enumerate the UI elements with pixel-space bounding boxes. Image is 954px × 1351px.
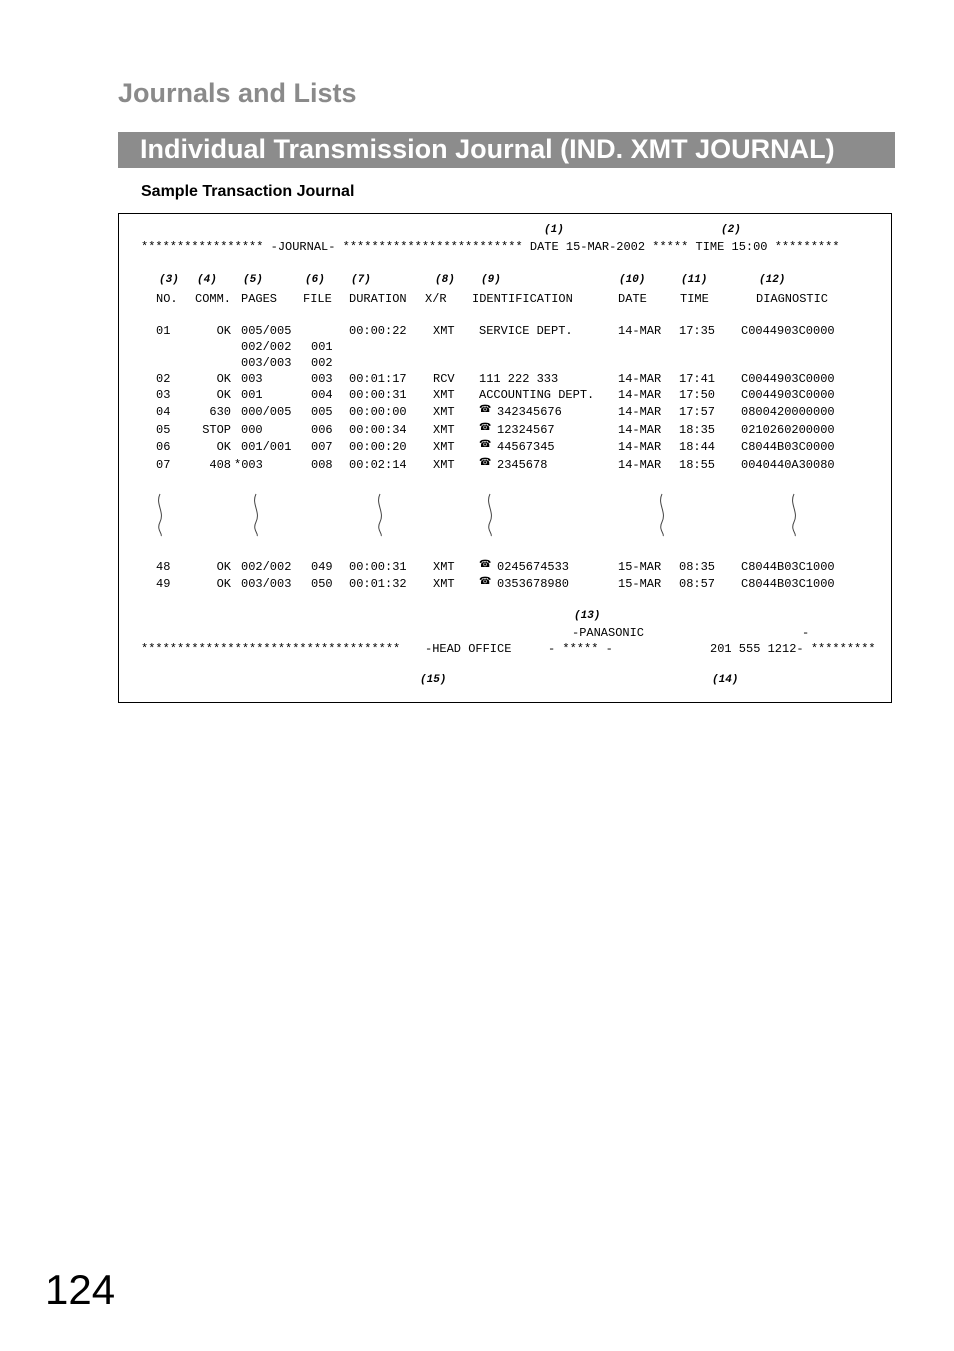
- callout-1: (1): [544, 224, 564, 236]
- sample-label: Sample Transaction Journal: [141, 183, 355, 200]
- cell-file: 008: [311, 458, 333, 472]
- callout-5: (5): [243, 274, 263, 286]
- cell-duration: 00:00:22: [349, 324, 407, 338]
- col-header-duration: DURATION: [349, 292, 407, 306]
- telephone-icon: ☎: [479, 404, 492, 415]
- cell-no: 07: [156, 458, 171, 472]
- callout-14: (14): [712, 674, 739, 686]
- cell-identification: 111 222 333: [479, 372, 559, 386]
- cell-comm: OK: [216, 372, 231, 386]
- cell-date: 14-MAR: [618, 440, 662, 454]
- journal-sample: [118, 213, 892, 703]
- cell-comm: OK: [216, 577, 231, 591]
- page-number: 124: [45, 1266, 116, 1313]
- cell-no: 01: [156, 324, 171, 338]
- cell-comm: OK: [216, 440, 231, 454]
- table-row: [119, 560, 891, 576]
- telephone-icon: ☎: [479, 422, 492, 433]
- cell-xr: XMT: [433, 560, 455, 574]
- cell-xr: RCV: [433, 372, 455, 386]
- cell-pages: 003/003: [241, 577, 292, 591]
- cell-date: 14-MAR: [618, 423, 662, 437]
- cell-diagnostic: C0044903C0000: [741, 324, 835, 338]
- cell-xr: XMT: [433, 458, 455, 472]
- cell-time: 18:35: [679, 423, 716, 437]
- callout-12: (12): [759, 274, 786, 286]
- cell-identification: ACCOUNTING DEPT.: [479, 388, 595, 402]
- callout-3: (3): [159, 274, 179, 286]
- col-header-date: DATE: [618, 292, 647, 306]
- cell-diagnostic: C8044B03C1000: [741, 560, 835, 574]
- cell-date: 14-MAR: [618, 372, 662, 386]
- cell-pages: 002/002: [241, 560, 292, 574]
- cell-time: 18:44: [679, 440, 716, 454]
- cell-identification: SERVICE DEPT.: [479, 324, 573, 338]
- cell-time: 17:35: [679, 324, 716, 338]
- cell-no: 04: [156, 405, 171, 419]
- cell-identification: 44567345: [497, 440, 555, 454]
- cell-pages: 000: [241, 423, 263, 437]
- cell-file: 002: [311, 356, 333, 370]
- table-row: [119, 423, 891, 439]
- cell-xr: XMT: [433, 388, 455, 402]
- cell-date: 14-MAR: [618, 405, 662, 419]
- callout-15: (15): [420, 674, 447, 686]
- cell-duration: 00:01:17: [349, 372, 407, 386]
- cell-no: 06: [156, 440, 171, 454]
- table-row: [119, 458, 891, 474]
- cell-identification: 2345678: [497, 458, 548, 472]
- cell-comm: STOP: [202, 423, 231, 437]
- cell-comm: 408: [209, 458, 231, 472]
- table-row: [119, 577, 891, 593]
- cell-pages: *003: [234, 458, 263, 472]
- cell-date: 14-MAR: [618, 324, 662, 338]
- cell-date: 14-MAR: [618, 388, 662, 402]
- cell-file: 006: [311, 423, 333, 437]
- cell-diagnostic: 0040440A30080: [741, 458, 835, 472]
- cell-identification: 0353678980: [497, 577, 570, 591]
- footer-dash: -: [802, 626, 810, 640]
- row-break-marks: [119, 490, 891, 540]
- col-header-xr: X/R: [425, 292, 447, 306]
- banner-title: Individual Transmission Journal (IND. XMT JOURNAL): [140, 134, 835, 164]
- cell-file: 004: [311, 388, 333, 402]
- cell-comm: OK: [216, 324, 231, 338]
- cell-diagnostic: C0044903C0000: [741, 388, 835, 402]
- cell-time: 08:57: [679, 577, 716, 591]
- cell-identification: 342345676: [497, 405, 562, 419]
- col-header-identification: IDENTIFICATION: [472, 292, 573, 306]
- telephone-icon: ☎: [479, 559, 492, 570]
- cell-identification: 0245674533: [497, 560, 570, 574]
- callout-2: (2): [721, 224, 741, 236]
- cell-no: 48: [156, 560, 171, 574]
- cell-comm: OK: [216, 388, 231, 402]
- title-banner: [118, 132, 895, 168]
- cell-no: 03: [156, 388, 171, 402]
- cell-date: 14-MAR: [618, 458, 662, 472]
- cell-duration: 00:00:34: [349, 423, 407, 437]
- cell-no: 05: [156, 423, 171, 437]
- table-row: [119, 405, 891, 421]
- cell-xr: XMT: [433, 577, 455, 591]
- cell-duration: 00:00:31: [349, 388, 407, 402]
- cell-pages: 001/001: [241, 440, 292, 454]
- cell-comm: 630: [209, 405, 231, 419]
- footer-company: -PANASONIC: [572, 626, 645, 640]
- col-header-no: NO.: [156, 292, 178, 306]
- table-row: [119, 440, 891, 456]
- callout-7: (7): [351, 274, 371, 286]
- col-header-pages: PAGES: [241, 292, 278, 306]
- cell-xr: XMT: [433, 405, 455, 419]
- cell-date: 15-MAR: [618, 577, 662, 591]
- cell-time: 18:55: [679, 458, 716, 472]
- table-row: [119, 340, 891, 356]
- footer-stars: ************************************: [141, 642, 401, 656]
- cell-diagnostic: 0800420000000: [741, 405, 835, 419]
- cell-duration: 00:00:00: [349, 405, 407, 419]
- callout-11: (11): [681, 274, 708, 286]
- cell-pages: 001: [241, 388, 263, 402]
- journal-header-line: ***************** -JOURNAL- ************************* DATE 15-MAR-2002 ***** TIME 15:00 *********: [141, 240, 840, 254]
- cell-diagnostic: C8044B03C1000: [741, 577, 835, 591]
- table-row: [119, 324, 891, 340]
- cell-xr: XMT: [433, 440, 455, 454]
- cell-xr: XMT: [433, 324, 455, 338]
- cell-pages: 003/003: [241, 356, 292, 370]
- cell-pages: 003: [241, 372, 263, 386]
- section-title: Journals and Lists: [118, 78, 357, 108]
- cell-file: 005: [311, 405, 333, 419]
- cell-xr: XMT: [433, 423, 455, 437]
- telephone-icon: ☎: [479, 439, 492, 450]
- table-row: [119, 388, 891, 404]
- callout-4: (4): [197, 274, 217, 286]
- cell-file: 007: [311, 440, 333, 454]
- callout-9: (9): [481, 274, 501, 286]
- cell-no: 02: [156, 372, 171, 386]
- callout-10: (10): [619, 274, 646, 286]
- cell-identification: 12324567: [497, 423, 555, 437]
- col-header-diagnostic: DIAGNOSTIC: [756, 292, 829, 306]
- cell-file: 001: [311, 340, 333, 354]
- cell-diagnostic: C8044B03C0000: [741, 440, 835, 454]
- telephone-icon: ☎: [479, 457, 492, 468]
- cell-no: 49: [156, 577, 171, 591]
- cell-duration: 00:01:32: [349, 577, 407, 591]
- cell-diagnostic: 0210260200000: [741, 423, 835, 437]
- cell-file: 049: [311, 560, 333, 574]
- cell-pages: 005/005: [241, 324, 292, 338]
- table-row: [119, 356, 891, 372]
- cell-time: 17:41: [679, 372, 716, 386]
- telephone-icon: ☎: [479, 576, 492, 587]
- footer-number: 201 555 1212- *********: [710, 642, 876, 656]
- col-header-time: TIME: [680, 292, 709, 306]
- footer-mid: - ***** -: [548, 642, 613, 656]
- col-header-comm: COMM.: [195, 292, 232, 306]
- cell-pages: 000/005: [241, 405, 292, 419]
- footer-office: -HEAD OFFICE: [425, 642, 512, 656]
- cell-time: 17:57: [679, 405, 716, 419]
- cell-pages: 002/002: [241, 340, 292, 354]
- cell-file: 003: [311, 372, 333, 386]
- callout-8: (8): [435, 274, 455, 286]
- table-row: [119, 372, 891, 388]
- cell-date: 15-MAR: [618, 560, 662, 574]
- cell-duration: 00:00:20: [349, 440, 407, 454]
- callout-6: (6): [305, 274, 325, 286]
- cell-time: 17:50: [679, 388, 716, 402]
- cell-time: 08:35: [679, 560, 716, 574]
- cell-file: 050: [311, 577, 333, 591]
- cell-duration: 00:00:31: [349, 560, 407, 574]
- cell-diagnostic: C0044903C0000: [741, 372, 835, 386]
- col-header-file: FILE: [303, 292, 332, 306]
- callout-13: (13): [574, 610, 601, 622]
- cell-comm: OK: [216, 560, 231, 574]
- cell-duration: 00:02:14: [349, 458, 407, 472]
